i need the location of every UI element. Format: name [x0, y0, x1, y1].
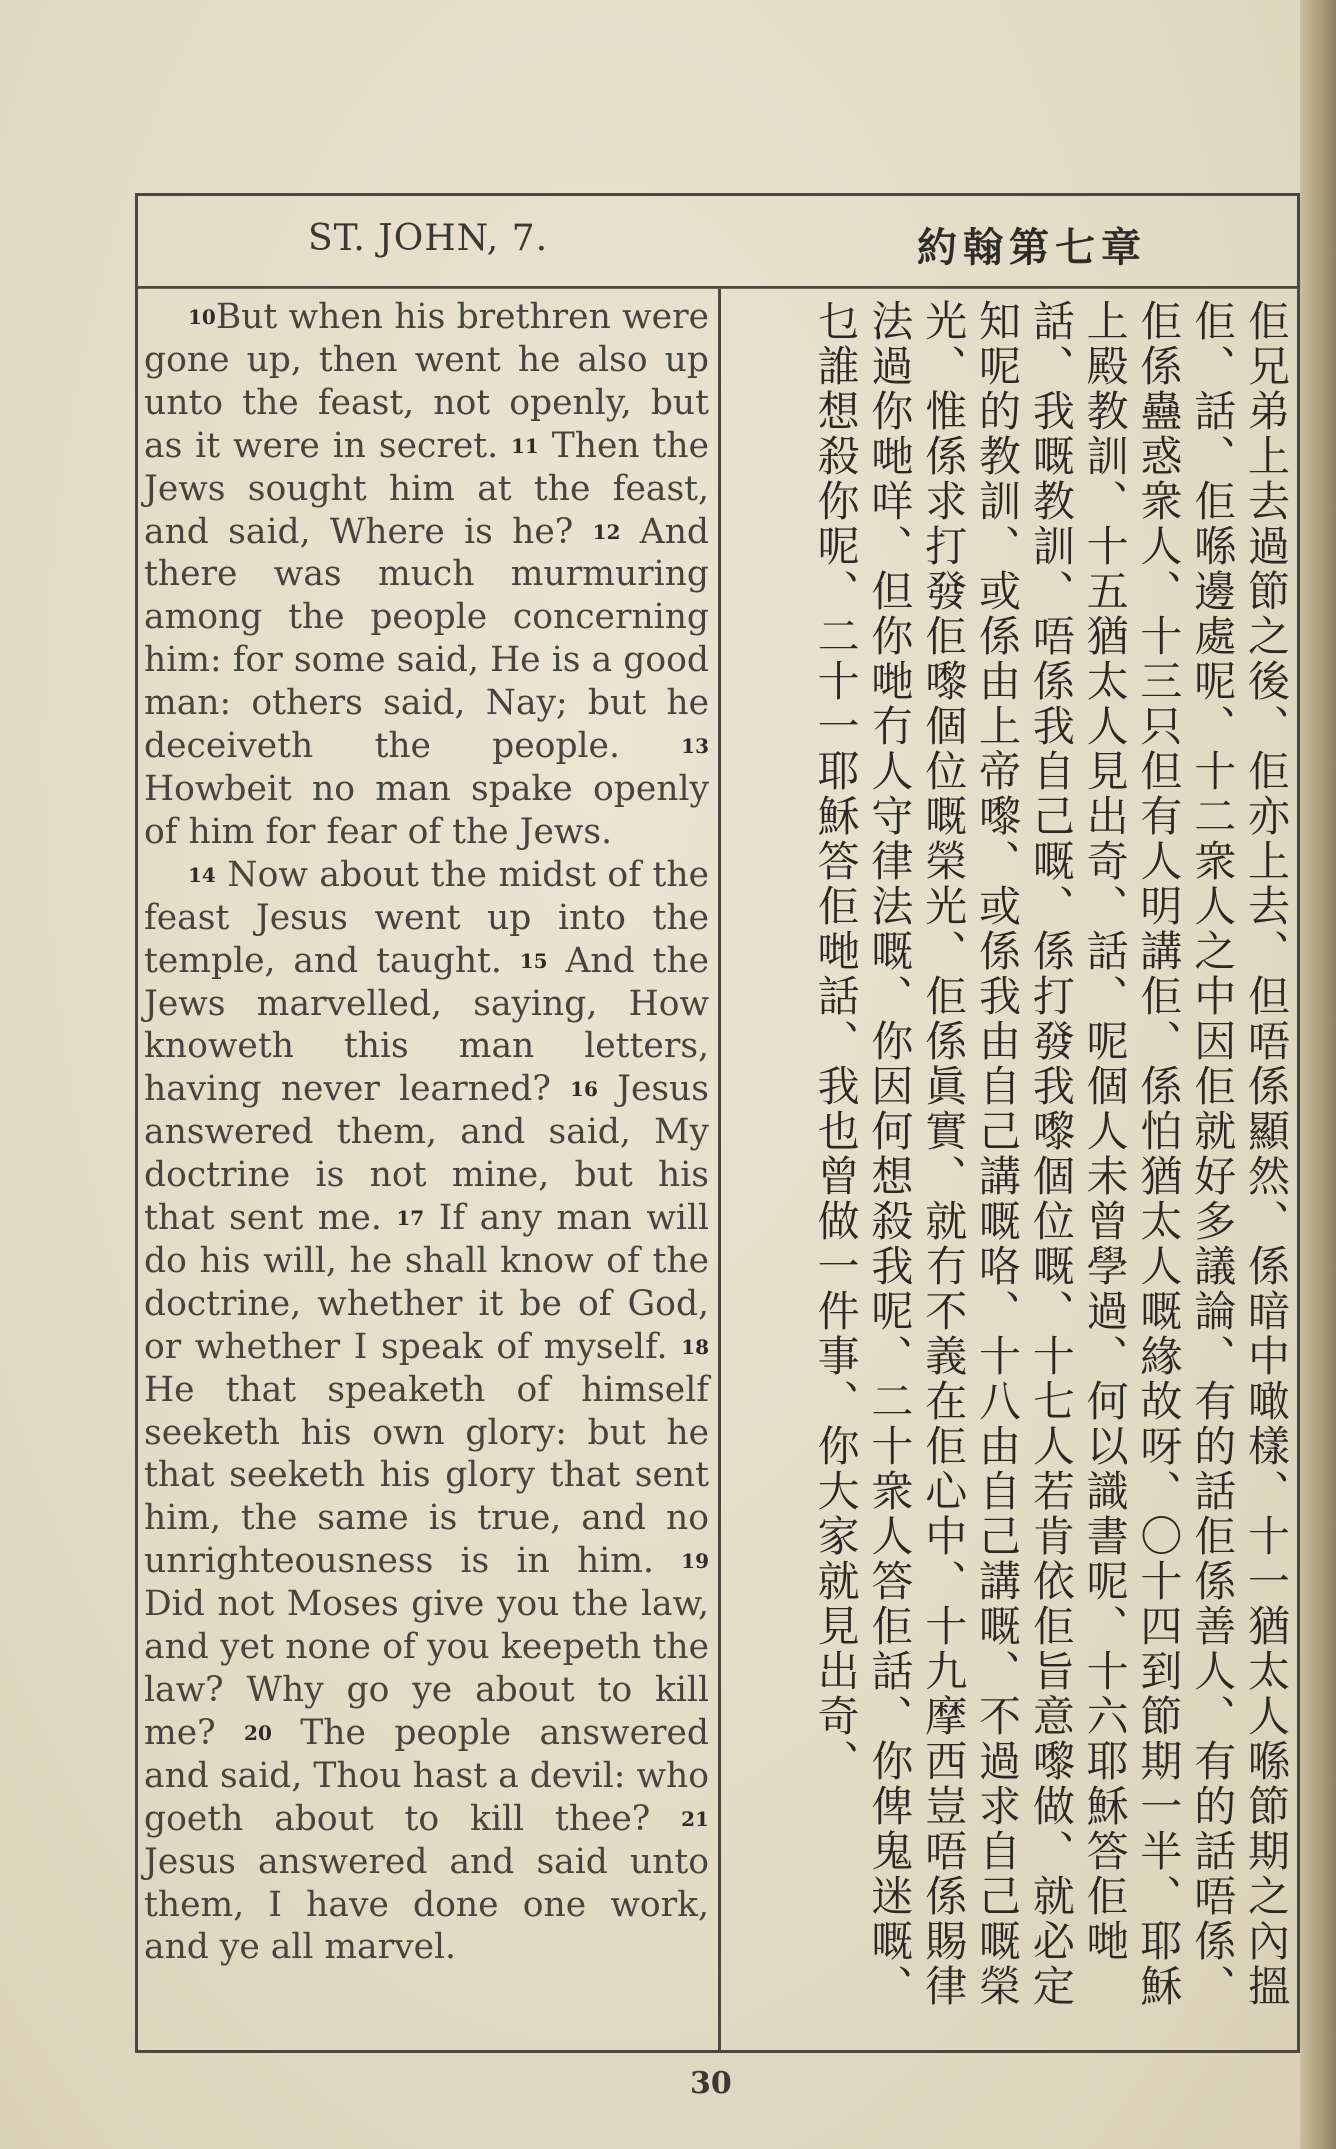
verse-number: 16: [570, 1077, 598, 1102]
english-paragraph-2: [144, 854, 709, 1970]
verse-number: 20: [244, 1720, 272, 1745]
verse-number: 12: [592, 519, 621, 544]
verse-text: If any man will do his will, he shall know of the doctrine, whether it be of God, or whether I speak of myself.: [144, 1198, 710, 1367]
english-running-title: ST. JOHN, 7.: [308, 218, 549, 259]
text-frame: [135, 193, 1300, 2053]
verse-text: Did not Moses give you the law, and yet none of you keepeth the law? Why go ye about to kill me?: [144, 1584, 709, 1753]
verse-number: 17: [396, 1206, 425, 1231]
verse-number: 18: [681, 1334, 709, 1359]
chinese-running-title: 約翰第七章: [917, 224, 1147, 271]
verse-number: 13: [681, 734, 709, 759]
verse-text: Now about the midst of the feast Jesus went up into the temple, and taught.: [144, 854, 710, 981]
book-spine-edge: [1300, 0, 1336, 2149]
verse-number: 10: [188, 305, 216, 329]
page-number: 30: [690, 2066, 732, 2101]
verse-text: Jesus answered and said unto them, I have done one work, and ye all marvel.: [144, 1841, 709, 1968]
verse-number: 14: [188, 862, 216, 887]
column-divider: [718, 289, 721, 2053]
verse-text: But when his brethren were gone up, then went he also up unto the feast, not openly, but as it were in secret.: [144, 297, 709, 466]
running-header: [138, 196, 1297, 289]
verse-text: The people answered and said, Thou hast a devil: who goeth about to kill thee?: [144, 1712, 709, 1839]
english-column: [144, 296, 709, 1969]
footer-rule: [135, 2051, 1300, 2053]
english-paragraph-1: [144, 296, 709, 854]
verse-text: And the Jews marvelled, saying, How knoweth this man letters, having never learned?: [144, 940, 710, 1110]
chinese-column: 佢兄弟上去過節之後、佢亦上去、但唔係顯然、係暗中噉樣、十一猶太人喺節期之內搵佢、話、佢喺邊處呢、十二衆人之中因佢就好多議論、有的話佢係善人、有的話唔係、佢係蠱惑衆人、十三只但有人明講佢、係怕猶太人嘅緣故呀、〇十四到節期一半、耶穌上殿教訓、十五猶太人見出奇、話、呢個人未曾學過、何以識書呢、十六耶穌答佢哋話、我嘅教訓、唔係我自己嘅、係打發我嚟個位嘅、十七人若肯依佢旨意嚟做、就必定知呢的教訓、或係由上帝嚟、或係我由自己講嘅咯、十八由自己講嘅、不過求自己嘅榮光、惟係求打發佢嚟個位嘅榮光、佢係眞實、就冇不義在佢心中、十九摩西豈唔係賜律法過你哋咩、但你哋冇人守律法嘅、你因何想殺我呢、二十衆人答佢話、你俾鬼迷嘅、乜誰想殺你呢、二十一耶穌答佢哋話、我也曾做一件事、你大家就見出奇、: [811, 299, 1291, 2009]
verse-number: 21: [681, 1806, 710, 1831]
verse-text: He that speaketh of himself seeketh his own glory: but he that seeketh his glory that sent him, the same is true, and no unrighteousness is in him.: [144, 1369, 709, 1582]
verse-text: And there was much murmuring among the people concerning him: for some said, He is a good man: others said, Nay; but he deceiveth the people.: [144, 511, 710, 767]
verse-text: Jesus answered them, and said, My doctrine is not mine, but his that sent me.: [144, 1069, 709, 1239]
verse-number: 11: [510, 433, 539, 458]
verse-text: Then the Jews sought him at the feast, and said, Where is he?: [144, 425, 710, 552]
verse-text: Howbeit no man spake openly of him for fear of the Jews.: [144, 768, 709, 852]
verse-number: 19: [681, 1549, 709, 1574]
verse-number: 15: [519, 948, 548, 973]
